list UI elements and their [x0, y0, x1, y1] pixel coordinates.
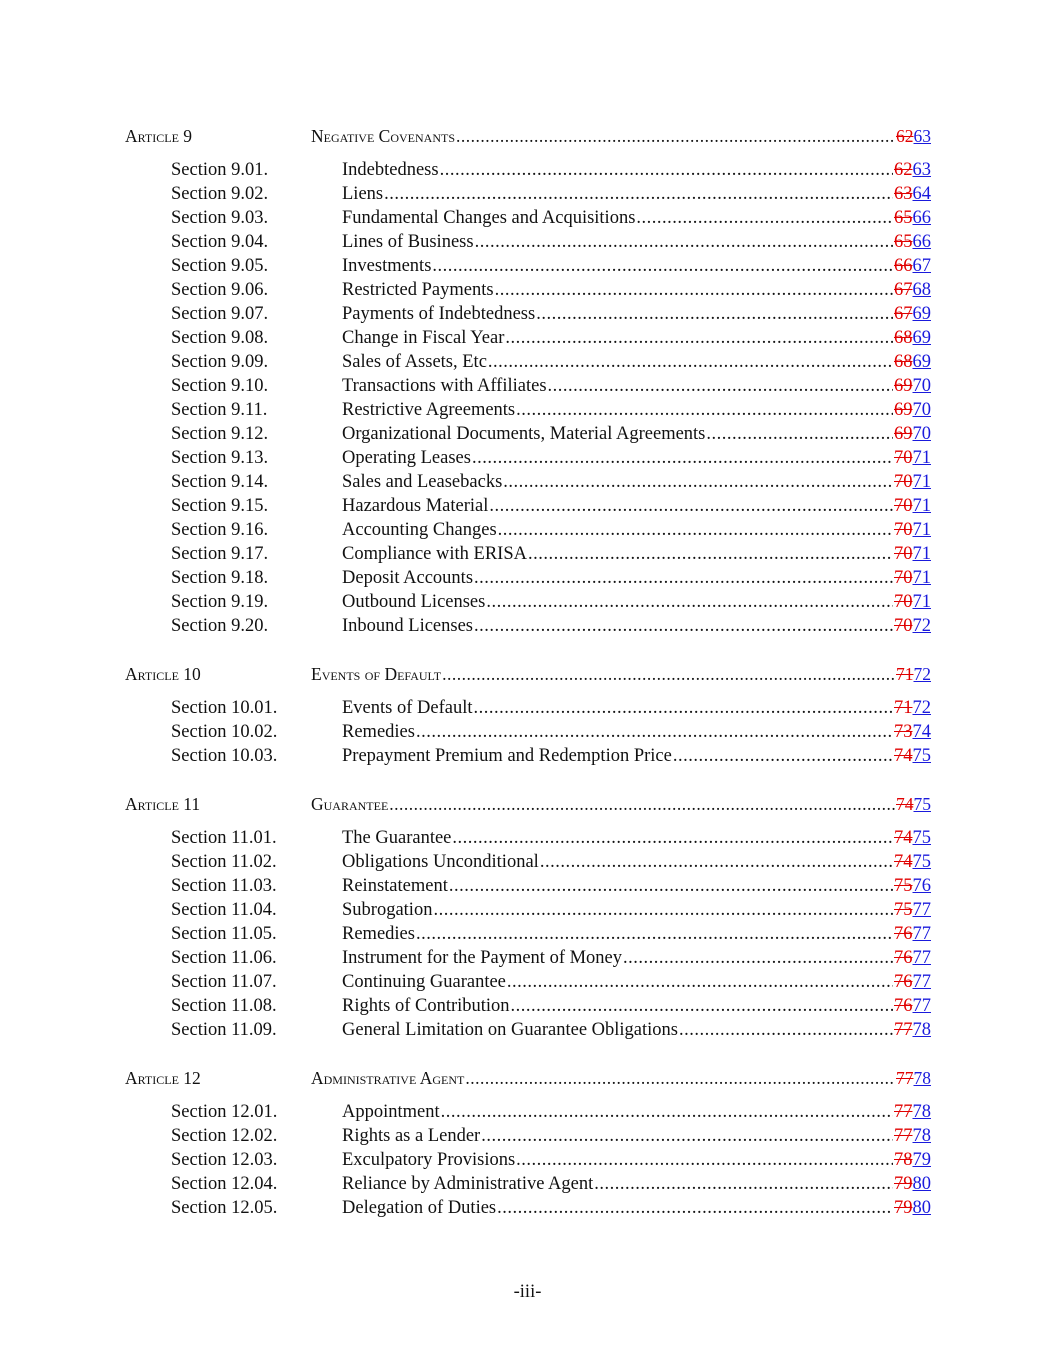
section-number: Section 11.04. [171, 900, 277, 920]
section-title: Remedies [342, 924, 415, 944]
page-reference [894, 898, 931, 922]
deleted-page-number: 76 [894, 924, 913, 944]
page-reference [894, 696, 931, 720]
article-number: Article 12 [125, 1068, 201, 1088]
inserted-page-link[interactable]: 67 [912, 256, 931, 276]
section-number: Section 9.08. [171, 328, 269, 348]
toc-section-entry[interactable] [125, 696, 931, 720]
inserted-page-link[interactable]: 69 [912, 328, 931, 348]
deleted-page-number: 70 [894, 544, 913, 564]
dot-leader [516, 398, 893, 422]
section-number: Section 9.07. [171, 304, 269, 324]
page-reference [894, 1018, 931, 1042]
page-reference [894, 614, 931, 638]
deleted-page-number: 70 [894, 520, 913, 540]
inserted-page-link[interactable]: 78 [912, 1126, 931, 1146]
deleted-page-number: 70 [894, 448, 913, 468]
dot-leader [511, 994, 893, 1018]
page-reference [894, 446, 931, 470]
dot-leader [416, 922, 893, 946]
inserted-page-link[interactable]: 71 [912, 568, 931, 588]
inserted-page-link[interactable]: 71 [912, 472, 931, 492]
toc-section-entry[interactable] [125, 898, 931, 922]
section-title: Restrictive Agreements [342, 400, 516, 420]
section-number: Section 10.01. [171, 698, 278, 718]
section-title: Deposit Accounts [342, 568, 474, 588]
section-title: Reliance by Administrative Agent [342, 1174, 594, 1194]
page-reference [894, 1148, 931, 1172]
section-title: Operating Leases [342, 448, 471, 468]
dot-leader [706, 422, 893, 446]
toc-section-entry[interactable] [125, 302, 931, 326]
deleted-page-number: 74 [894, 746, 913, 766]
deleted-page-number: 63 [894, 184, 913, 204]
deleted-page-number: 69 [894, 376, 913, 396]
section-title: Liens [342, 184, 384, 204]
page-reference [894, 302, 931, 326]
inserted-page-link[interactable]: 77 [912, 996, 931, 1016]
deleted-page-number: 62 [896, 126, 914, 146]
inserted-page-link[interactable]: 76 [912, 876, 931, 896]
deleted-page-number: 62 [894, 160, 913, 180]
section-number: Section 9.03. [171, 208, 269, 228]
deleted-page-number: 77 [894, 1020, 913, 1040]
deleted-page-number: 79 [894, 1198, 913, 1218]
section-title: Rights of Contribution [342, 996, 510, 1016]
section-title: Reinstatement [342, 876, 448, 896]
section-number: Section 9.16. [171, 520, 269, 540]
section-number: Section 9.10. [171, 376, 269, 396]
toc-section-entry[interactable] [125, 446, 931, 470]
section-number: Section 9.13. [171, 448, 269, 468]
dot-leader [505, 326, 893, 350]
deleted-page-number: 75 [894, 876, 913, 896]
section-title: The Guarantee [342, 828, 452, 848]
toc-article-entry[interactable] [125, 662, 931, 686]
toc-section-entry[interactable] [125, 470, 931, 494]
dot-leader [540, 850, 893, 874]
dot-leader [636, 206, 893, 230]
deleted-page-number: 71 [894, 698, 913, 718]
dot-leader [679, 1018, 893, 1042]
inserted-page-link[interactable]: 68 [912, 280, 931, 300]
deleted-page-number: 69 [894, 424, 913, 444]
article-title: Guarantee [311, 794, 389, 814]
dot-leader [498, 518, 893, 542]
section-title: Exculpatory Provisions [342, 1150, 516, 1170]
toc-section-entry[interactable] [125, 182, 931, 206]
inserted-page-link[interactable]: 71 [912, 448, 931, 468]
section-number: Section 11.09. [171, 1020, 277, 1040]
toc-article-entry[interactable] [125, 1066, 931, 1090]
toc-section-entry[interactable] [125, 720, 931, 744]
toc-section-entry[interactable] [125, 398, 931, 422]
section-number: Section 11.02. [171, 852, 277, 872]
deleted-page-number: 67 [894, 304, 913, 324]
section-title: Hazardous Material [342, 496, 489, 516]
page-reference [894, 970, 931, 994]
page-reference [894, 922, 931, 946]
inserted-page-link[interactable]: 80 [912, 1174, 931, 1194]
dot-leader [507, 970, 893, 994]
deleted-page-number: 69 [894, 400, 913, 420]
page-reference [894, 542, 931, 566]
inserted-page-link[interactable]: 75 [912, 828, 931, 848]
deleted-page-number: 77 [896, 1068, 914, 1088]
page-reference [894, 494, 931, 518]
section-number: Section 9.17. [171, 544, 269, 564]
section-number: Section 9.05. [171, 256, 269, 276]
section-number: Section 9.06. [171, 280, 269, 300]
section-title: Change in Fiscal Year [342, 328, 505, 348]
section-title: Sales and Leasebacks [342, 472, 503, 492]
page-reference [894, 590, 931, 614]
dot-leader [623, 946, 893, 970]
inserted-page-link[interactable]: 77 [912, 924, 931, 944]
page-reference [894, 422, 931, 446]
toc-section-entry[interactable] [125, 326, 931, 350]
deleted-page-number: 77 [894, 1102, 913, 1122]
inserted-page-link[interactable]: 78 [912, 1020, 931, 1040]
section-title: Appointment [342, 1102, 440, 1122]
toc-section-entry[interactable] [125, 566, 931, 590]
deleted-page-number: 70 [894, 592, 913, 612]
section-number: Section 9.18. [171, 568, 269, 588]
page-reference [894, 874, 931, 898]
section-title: Remedies [342, 722, 415, 742]
page-reference [894, 1196, 931, 1220]
toc-section-entry[interactable] [125, 970, 931, 994]
dot-leader [465, 1066, 895, 1090]
page-reference [894, 946, 931, 970]
page-reference [894, 254, 931, 278]
dot-leader [489, 494, 893, 518]
toc-section-entry[interactable] [125, 158, 931, 182]
toc-section-entry[interactable] [125, 542, 931, 566]
toc-section-entry[interactable] [125, 946, 931, 970]
deleted-page-number: 78 [894, 1150, 913, 1170]
toc-section-entry[interactable] [125, 206, 931, 230]
page-reference [894, 566, 931, 590]
dot-leader [474, 566, 893, 590]
deleted-page-number: 71 [896, 664, 914, 684]
section-number: Section 12.02. [171, 1126, 278, 1146]
section-number: Section 9.20. [171, 616, 269, 636]
article-title: Administrative Agent [311, 1068, 465, 1088]
section-title: Instrument for the Payment of Money [342, 948, 623, 968]
inserted-page-link[interactable]: 78 [913, 1068, 931, 1088]
dot-leader [440, 158, 893, 182]
toc-section-entry[interactable] [125, 494, 931, 518]
toc-section-entry[interactable] [125, 922, 931, 946]
toc-section-entry[interactable] [125, 590, 931, 614]
section-title: Subrogation [342, 900, 433, 920]
toc-section-entry[interactable] [125, 850, 931, 874]
dot-leader [486, 590, 893, 614]
section-number: Section 10.02. [171, 722, 278, 742]
toc-section-entry[interactable] [125, 422, 931, 446]
toc-section-entry[interactable] [125, 518, 931, 542]
dot-leader [456, 124, 895, 148]
section-number: Section 11.03. [171, 876, 277, 896]
dot-leader [384, 182, 893, 206]
section-title: Events of Default [342, 698, 473, 718]
deleted-page-number: 68 [894, 352, 913, 372]
inserted-page-link[interactable]: 70 [912, 376, 931, 396]
section-title: Outbound Licenses [342, 592, 486, 612]
section-number: Section 11.06. [171, 948, 277, 968]
section-number: Section 10.03. [171, 746, 278, 766]
toc-section-entry[interactable] [125, 1148, 931, 1172]
dot-leader [594, 1172, 893, 1196]
inserted-page-link[interactable]: 77 [912, 900, 931, 920]
page-reference [894, 518, 931, 542]
deleted-page-number: 74 [894, 852, 913, 872]
page-reference [896, 662, 931, 686]
deleted-page-number: 65 [894, 208, 913, 228]
section-title: Restricted Payments [342, 280, 494, 300]
page-reference [894, 278, 931, 302]
toc-section-entry[interactable] [125, 744, 931, 768]
page-reference [896, 124, 931, 148]
dot-leader [516, 1148, 893, 1172]
page-reference [896, 1066, 931, 1090]
dot-leader [528, 542, 893, 566]
inserted-page-link[interactable]: 71 [912, 544, 931, 564]
dot-leader [475, 230, 893, 254]
dot-leader [673, 744, 893, 768]
dot-leader [474, 696, 894, 720]
section-title: Lines of Business [342, 232, 474, 252]
section-number: Section 12.05. [171, 1198, 278, 1218]
section-number: Section 9.04. [171, 232, 269, 252]
section-title: Organizational Documents, Material Agreements [342, 424, 706, 444]
page-reference [894, 850, 931, 874]
dot-leader [432, 254, 893, 278]
dot-leader [488, 350, 893, 374]
section-title: Accounting Changes [342, 520, 497, 540]
section-title: Compliance with ERISA [342, 544, 527, 564]
page-reference [896, 792, 931, 816]
inserted-page-link[interactable]: 79 [912, 1150, 931, 1170]
section-title: General Limitation on Guarantee Obligations [342, 1020, 678, 1040]
inserted-page-link[interactable]: 66 [912, 208, 931, 228]
section-number: Section 9.19. [171, 592, 269, 612]
inserted-page-link[interactable]: 80 [912, 1198, 931, 1218]
page-reference [894, 470, 931, 494]
section-title: Rights as a Lender [342, 1126, 481, 1146]
section-number: Section 12.01. [171, 1102, 278, 1122]
section-number: Section 9.09. [171, 352, 269, 372]
toc-section-entry[interactable] [125, 230, 931, 254]
inserted-page-link[interactable]: 71 [912, 496, 931, 516]
inserted-page-link[interactable]: 75 [913, 794, 931, 814]
toc-article-entry[interactable] [125, 792, 931, 816]
section-title: Delegation of Duties [342, 1198, 497, 1218]
inserted-page-link[interactable]: 69 [912, 352, 931, 372]
deleted-page-number: 65 [894, 232, 913, 252]
section-number: Section 11.05. [171, 924, 277, 944]
toc-section-entry[interactable] [125, 1100, 931, 1124]
dot-leader [449, 874, 893, 898]
page-number: -iii- [513, 1282, 542, 1302]
dot-leader [442, 662, 895, 686]
inserted-page-link[interactable]: 71 [912, 592, 931, 612]
section-title: Inbound Licenses [342, 616, 474, 636]
dot-leader [472, 446, 893, 470]
inserted-page-link[interactable]: 71 [912, 520, 931, 540]
inserted-page-link[interactable]: 69 [912, 304, 931, 324]
inserted-page-link[interactable]: 72 [912, 698, 931, 718]
section-number: Section 9.15. [171, 496, 269, 516]
dot-leader [481, 1124, 893, 1148]
page-reference [894, 398, 931, 422]
section-number: Section 9.11. [171, 400, 268, 420]
deleted-page-number: 66 [894, 256, 913, 276]
inserted-page-link[interactable]: 75 [912, 852, 931, 872]
deleted-page-number: 70 [894, 496, 913, 516]
inserted-page-link[interactable]: 77 [912, 948, 931, 968]
page-reference [894, 744, 931, 768]
deleted-page-number: 70 [894, 472, 913, 492]
inserted-page-link[interactable]: 70 [912, 400, 931, 420]
dot-leader [433, 898, 893, 922]
toc-section-entry[interactable] [125, 254, 931, 278]
toc-section-entry[interactable] [125, 994, 931, 1018]
article-number: Article 10 [125, 664, 201, 684]
deleted-page-number: 74 [894, 828, 913, 848]
deleted-page-number: 76 [894, 972, 913, 992]
toc-section-entry[interactable] [125, 1124, 931, 1148]
dot-leader [503, 470, 893, 494]
page-reference [894, 158, 931, 182]
section-title: Prepayment Premium and Redemption Price [342, 746, 672, 766]
dot-leader [452, 826, 893, 850]
toc-article-entry[interactable] [125, 124, 931, 148]
section-number: Section 9.01. [171, 160, 269, 180]
dot-leader [389, 792, 895, 816]
page-reference [894, 350, 931, 374]
toc-section-entry[interactable] [125, 374, 931, 398]
page-reference [894, 720, 931, 744]
deleted-page-number: 76 [894, 948, 913, 968]
section-number: Section 11.08. [171, 996, 277, 1016]
dot-leader [497, 1196, 893, 1220]
article-number: Article 9 [125, 126, 193, 146]
toc-section-entry[interactable] [125, 350, 931, 374]
page-reference [894, 326, 931, 350]
deleted-page-number: 76 [894, 996, 913, 1016]
page-reference [894, 206, 931, 230]
page-reference [894, 994, 931, 1018]
section-number: Section 9.14. [171, 472, 269, 492]
deleted-page-number: 70 [894, 616, 913, 636]
dot-leader [495, 278, 893, 302]
inserted-page-link[interactable]: 64 [912, 184, 931, 204]
deleted-page-number: 73 [894, 722, 913, 742]
deleted-page-number: 74 [896, 794, 914, 814]
page-reference [894, 1100, 931, 1124]
page-reference [894, 182, 931, 206]
toc-section-entry[interactable] [125, 1196, 931, 1220]
section-title: Sales of Assets, Etc [342, 352, 487, 372]
deleted-page-number: 75 [894, 900, 913, 920]
deleted-page-number: 77 [894, 1126, 913, 1146]
inserted-page-link[interactable]: 77 [912, 972, 931, 992]
inserted-page-link[interactable]: 75 [912, 746, 931, 766]
page-reference [894, 230, 931, 254]
inserted-page-link[interactable]: 63 [913, 126, 931, 146]
toc-section-entry[interactable] [125, 826, 931, 850]
deleted-page-number: 67 [894, 280, 913, 300]
section-number: Section 9.12. [171, 424, 269, 444]
toc-section-entry[interactable] [125, 614, 931, 638]
inserted-page-link[interactable]: 63 [912, 160, 931, 180]
page-reference [894, 374, 931, 398]
section-title: Payments of Indebtedness [342, 304, 536, 324]
table-of-contents [125, 124, 931, 1220]
deleted-page-number: 68 [894, 328, 913, 348]
inserted-page-link[interactable]: 78 [912, 1102, 931, 1122]
section-title: Investments [342, 256, 432, 276]
article-title: Events of Default [311, 664, 442, 684]
section-title: Obligations Unconditional [342, 852, 539, 872]
dot-leader [536, 302, 893, 326]
section-number: Section 12.04. [171, 1174, 278, 1194]
inserted-page-link[interactable]: 72 [912, 616, 931, 636]
dot-leader [416, 720, 893, 744]
article-number: Article 11 [125, 794, 201, 814]
inserted-page-link[interactable]: 74 [912, 722, 931, 742]
page-reference [894, 1124, 931, 1148]
toc-section-entry[interactable] [125, 1172, 931, 1196]
inserted-page-link[interactable]: 72 [913, 664, 931, 684]
inserted-page-link[interactable]: 66 [912, 232, 931, 252]
dot-leader [474, 614, 893, 638]
page-reference [894, 826, 931, 850]
dot-leader [548, 374, 893, 398]
toc-section-entry[interactable] [125, 874, 931, 898]
dot-leader [441, 1100, 893, 1124]
deleted-page-number: 79 [894, 1174, 913, 1194]
toc-section-entry[interactable] [125, 278, 931, 302]
section-number: Section 11.01. [171, 828, 277, 848]
section-title: Indebtedness [342, 160, 439, 180]
inserted-page-link[interactable]: 70 [912, 424, 931, 444]
toc-section-entry[interactable] [125, 1018, 931, 1042]
article-title: Negative Covenants [311, 126, 456, 146]
section-title: Fundamental Changes and Acquisitions [342, 208, 636, 228]
section-title: Continuing Guarantee [342, 972, 506, 992]
section-number: Section 11.07. [171, 972, 277, 992]
deleted-page-number: 70 [894, 568, 913, 588]
page-reference [894, 1172, 931, 1196]
section-number: Section 9.02. [171, 184, 269, 204]
section-title: Transactions with Affiliates [342, 376, 547, 396]
section-number: Section 12.03. [171, 1150, 278, 1170]
